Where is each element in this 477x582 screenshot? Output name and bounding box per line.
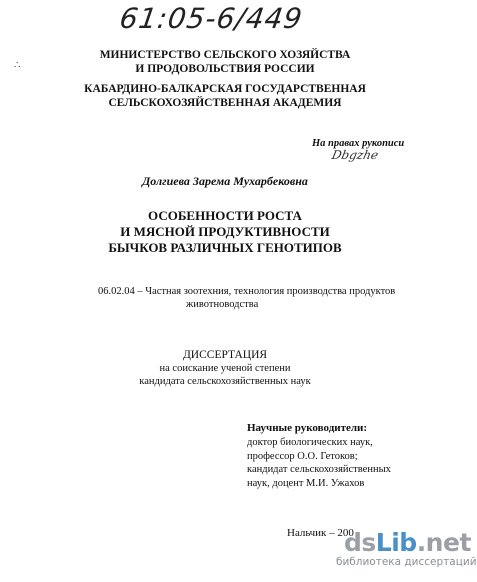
- ministry-name: [0, 48, 450, 76]
- degree-line-2: кандидата сельскохозяйственных наук: [139, 376, 311, 387]
- ministry-line-1: МИНИСТЕРСТВО СЕЛЬСКОГО ХОЗЯЙСТВА: [99, 49, 351, 61]
- advisor-line-1: доктор биологических наук,: [247, 437, 373, 448]
- academy-line-1: КАБАРДИНО-БАЛКАРСКАЯ ГОСУДАРСТВЕННАЯ: [84, 83, 366, 95]
- title-line-2: И МЯСНОЙ ПРОДУКТИВНОСТИ: [120, 224, 330, 239]
- author-name: Долгиева Зарема Мухарбековна: [142, 174, 308, 188]
- manuscript-rights-label: На правах рукописи: [312, 138, 405, 149]
- advisor-line-4: наук, доцент М.И. Ужахов: [247, 477, 365, 489]
- dissertation-heading: ДИССЕРТАЦИЯ: [182, 349, 268, 361]
- dot-mark: ∴: [14, 60, 21, 71]
- degree-line-1: на соискание ученой степени: [159, 363, 291, 374]
- specialty-code: [98, 285, 398, 311]
- logo-ds: ds: [344, 528, 376, 557]
- degree-description: [0, 362, 450, 388]
- advisors-list: [247, 436, 391, 490]
- title-line-1: ОСОБЕННОСТИ РОСТА: [148, 208, 302, 223]
- ministry-line-2: И ПРОДОВОЛЬСТВИЯ РОССИИ: [135, 63, 315, 75]
- author-signature: Dbgzhe: [330, 148, 380, 162]
- dissertation-title: [0, 208, 450, 256]
- title-line-3: БЫЧКОВ РАЗЛИЧНЫХ ГЕНОТИПОВ: [108, 240, 342, 255]
- advisor-line-3: кандидат сельскохозяйственных: [247, 464, 391, 475]
- specialty-line-2: животноводства: [186, 299, 259, 310]
- logo-net: .net: [416, 528, 471, 557]
- advisors-heading: Научные руководители:: [247, 422, 368, 434]
- watermark-tagline: библиотека диссертаций: [336, 556, 477, 568]
- dslib-watermark[interactable]: [336, 528, 477, 568]
- specialty-line-1: 06.02.04 – Частная зоотехния, технология производства продуктов: [98, 286, 396, 297]
- logo-lib: Lib: [375, 528, 417, 557]
- dslib-logo: [344, 530, 477, 556]
- academy-name: [0, 82, 450, 110]
- advisor-line-2: профессор О.О. Гетоков;: [247, 450, 358, 462]
- academy-line-2: СЕЛЬСКОХОЗЯЙСТВЕННАЯ АКАДЕМИЯ: [108, 97, 342, 109]
- city-year: Нальчик – 200: [287, 527, 354, 539]
- handwritten-catalog-number: 61:05-6/449: [117, 2, 305, 35]
